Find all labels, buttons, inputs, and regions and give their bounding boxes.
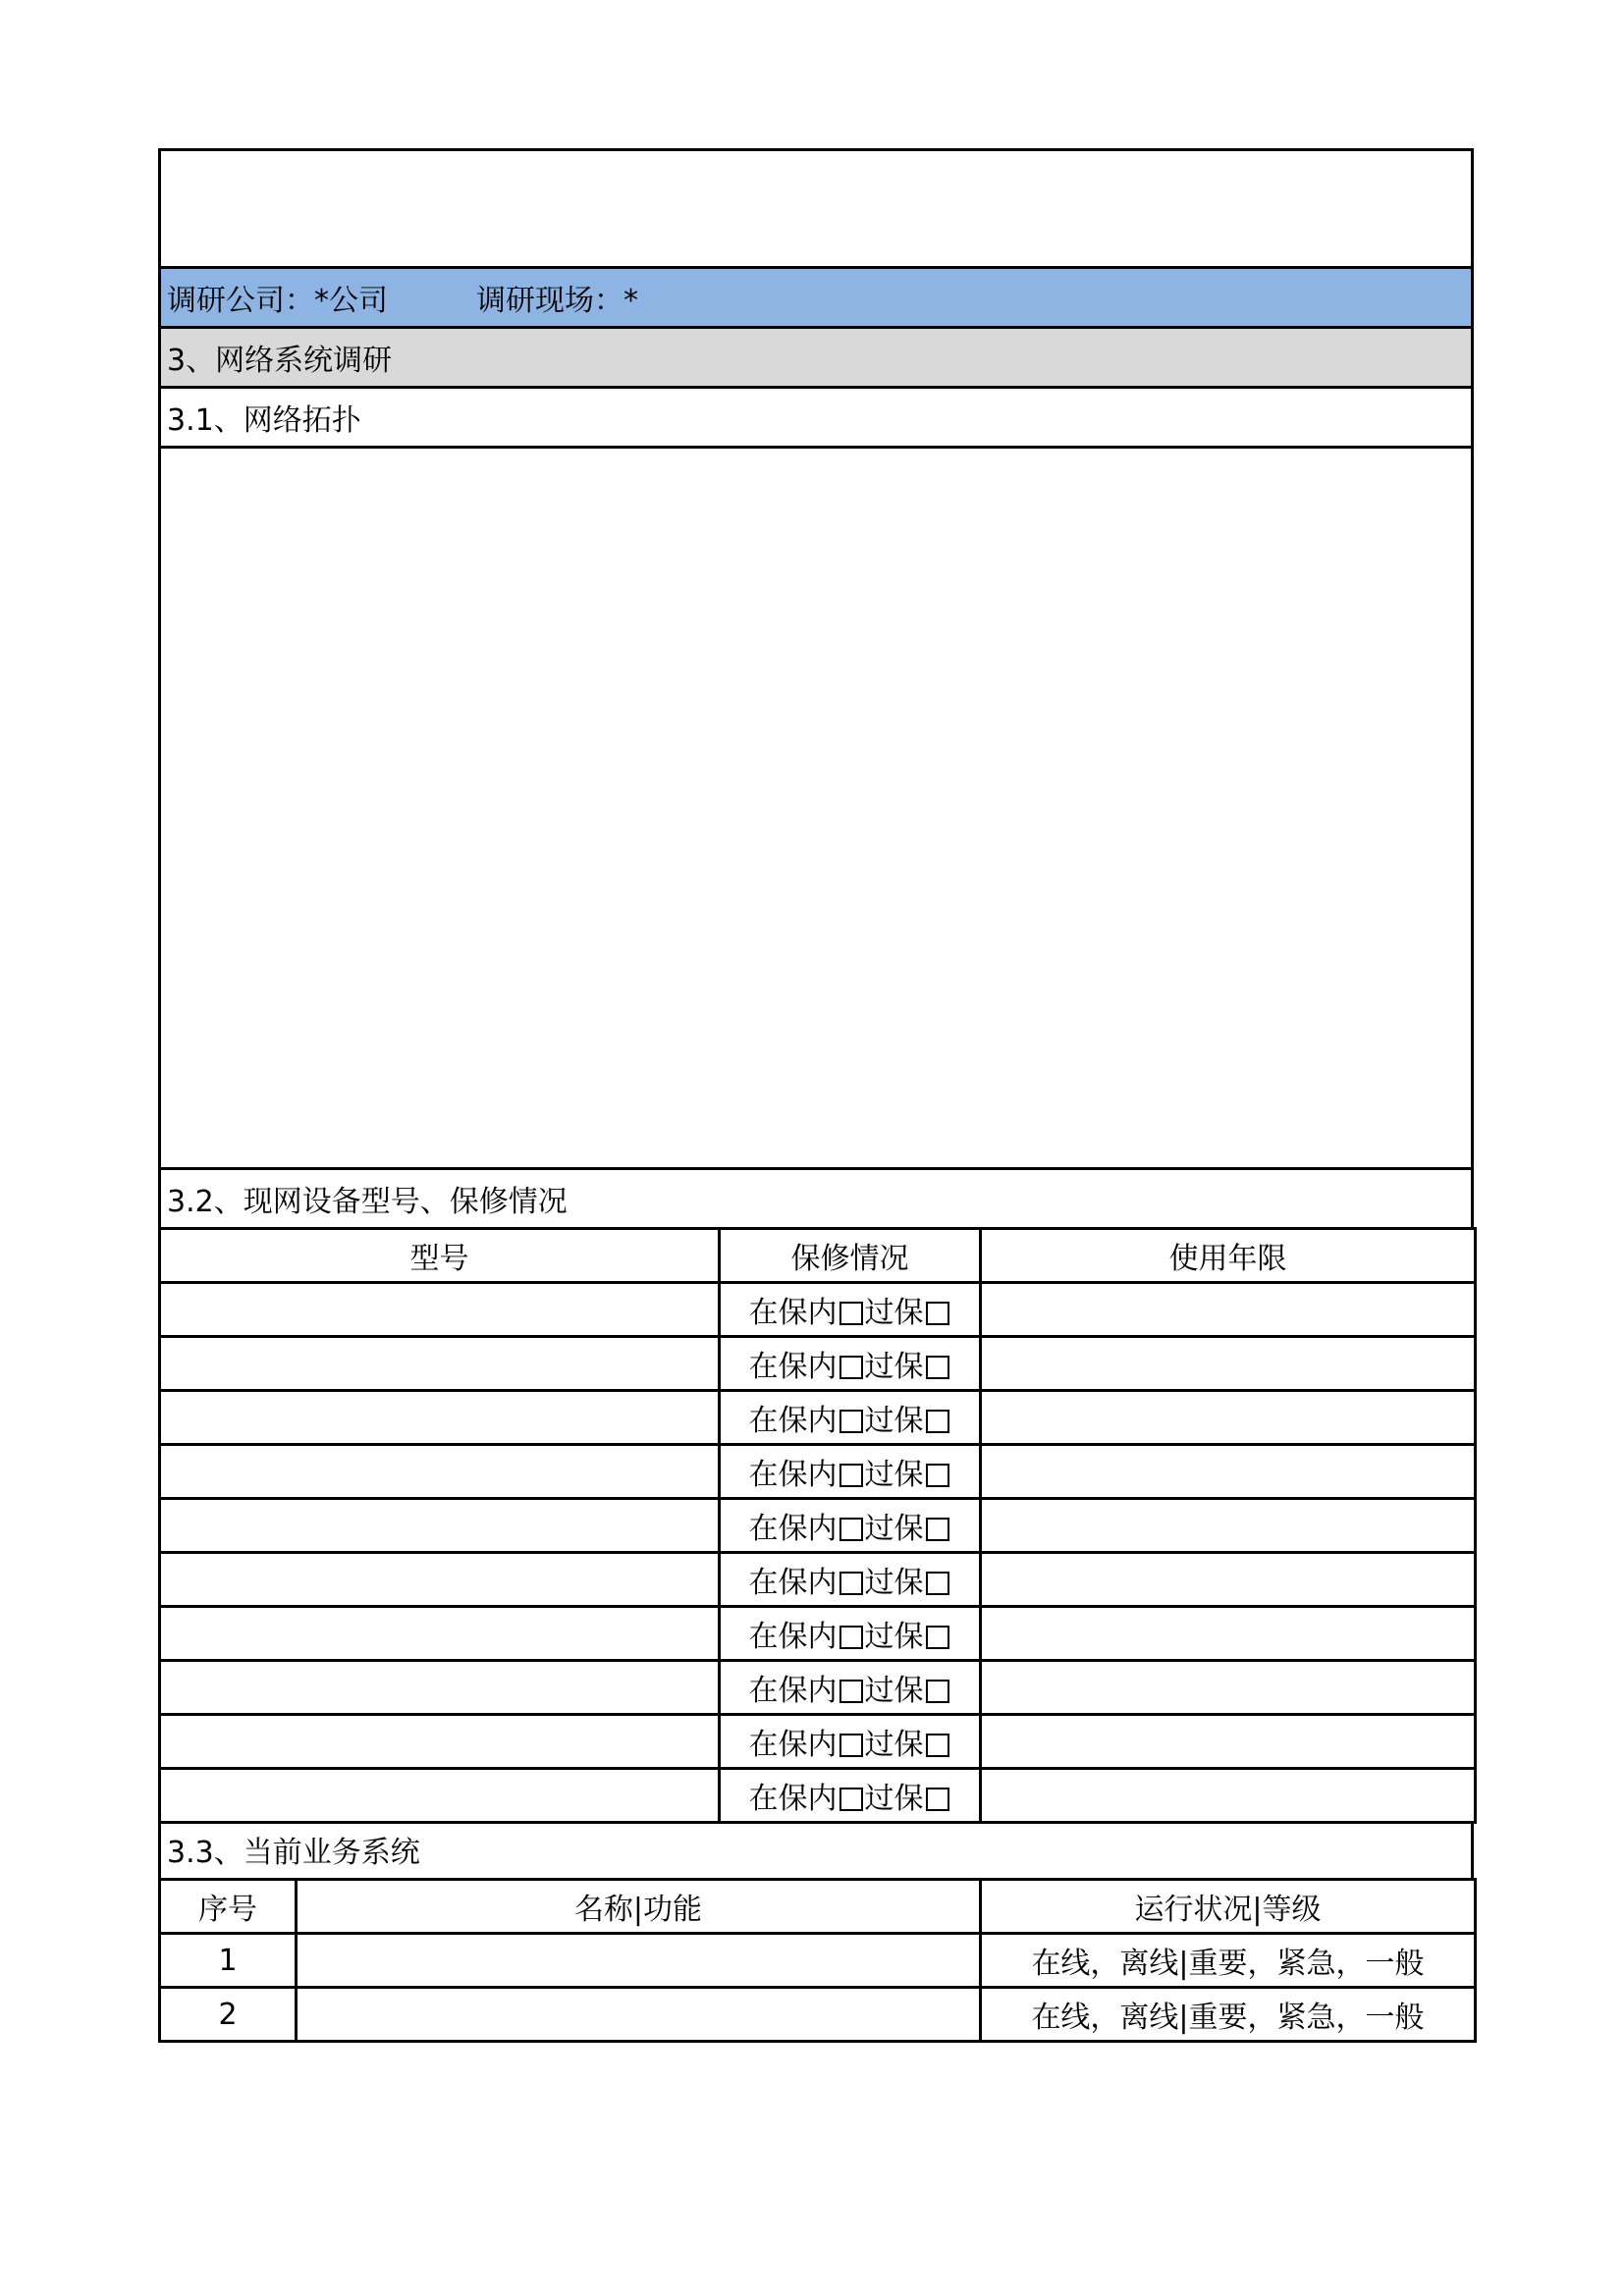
in-warranty-label: 在保内 bbox=[748, 1674, 838, 1708]
in-warranty-checkbox[interactable] bbox=[839, 1464, 863, 1487]
out-warranty-label: 过保 bbox=[864, 1620, 924, 1654]
subsection-topology-text: 3.1、网络拓扑 bbox=[167, 403, 361, 438]
out-warranty-checkbox[interactable] bbox=[926, 1518, 949, 1541]
device-years-cell[interactable] bbox=[981, 1553, 1476, 1607]
col-header-warranty: 保修情况 bbox=[720, 1229, 981, 1283]
device-table-header bbox=[160, 1229, 1476, 1283]
col-header-no: 序号 bbox=[160, 1880, 297, 1934]
out-warranty-label: 过保 bbox=[864, 1458, 924, 1492]
out-warranty-checkbox[interactable] bbox=[926, 1680, 949, 1703]
subsection-devices-title bbox=[158, 1170, 1474, 1230]
in-warranty-label: 在保内 bbox=[748, 1350, 838, 1384]
in-warranty-checkbox[interactable] bbox=[839, 1680, 863, 1703]
in-warranty-checkbox[interactable] bbox=[839, 1788, 863, 1811]
system-status-cell[interactable]: 在线，离线|重要，紧急，一般 bbox=[981, 1988, 1476, 2042]
device-years-cell[interactable] bbox=[981, 1661, 1476, 1715]
device-years-cell[interactable] bbox=[981, 1283, 1476, 1337]
in-warranty-checkbox[interactable] bbox=[839, 1518, 863, 1541]
in-warranty-checkbox[interactable] bbox=[839, 1356, 863, 1379]
header-bar bbox=[158, 269, 1474, 329]
in-warranty-checkbox[interactable] bbox=[839, 1410, 863, 1433]
in-warranty-label: 在保内 bbox=[748, 1404, 838, 1438]
device-model-cell[interactable] bbox=[160, 1553, 720, 1607]
system-no-cell: 1 bbox=[160, 1934, 297, 1988]
in-warranty-label: 在保内 bbox=[748, 1512, 838, 1546]
device-warranty-cell bbox=[720, 1445, 981, 1499]
device-row bbox=[160, 1337, 1476, 1391]
device-row bbox=[160, 1607, 1476, 1661]
device-years-cell[interactable] bbox=[981, 1769, 1476, 1823]
out-warranty-label: 过保 bbox=[864, 1350, 924, 1384]
section-title bbox=[158, 329, 1474, 389]
out-warranty-checkbox[interactable] bbox=[926, 1734, 949, 1757]
site-label: 调研现场：* bbox=[476, 284, 638, 318]
system-row bbox=[160, 1988, 1476, 2042]
out-warranty-checkbox[interactable] bbox=[926, 1788, 949, 1811]
in-warranty-label: 在保内 bbox=[748, 1728, 838, 1762]
out-warranty-label: 过保 bbox=[864, 1782, 924, 1816]
section-title-text: 3、网络系统调研 bbox=[167, 344, 393, 378]
device-warranty-cell bbox=[720, 1769, 981, 1823]
system-name-cell[interactable] bbox=[297, 1988, 981, 2042]
device-table bbox=[158, 1227, 1477, 1824]
device-model-cell[interactable] bbox=[160, 1715, 720, 1769]
out-warranty-label: 过保 bbox=[864, 1566, 924, 1600]
subsection-devices-text: 3.2、现网设备型号、保修情况 bbox=[167, 1185, 568, 1219]
device-warranty-cell bbox=[720, 1499, 981, 1553]
survey-form bbox=[158, 148, 1474, 2043]
device-warranty-cell bbox=[720, 1715, 981, 1769]
device-row bbox=[160, 1661, 1476, 1715]
out-warranty-label: 过保 bbox=[864, 1512, 924, 1546]
device-years-cell[interactable] bbox=[981, 1499, 1476, 1553]
out-warranty-label: 过保 bbox=[864, 1296, 924, 1330]
device-row bbox=[160, 1715, 1476, 1769]
device-row bbox=[160, 1553, 1476, 1607]
in-warranty-label: 在保内 bbox=[748, 1458, 838, 1492]
out-warranty-label: 过保 bbox=[864, 1404, 924, 1438]
col-header-years: 使用年限 bbox=[981, 1229, 1476, 1283]
in-warranty-label: 在保内 bbox=[748, 1296, 838, 1330]
device-years-cell[interactable] bbox=[981, 1337, 1476, 1391]
out-warranty-checkbox[interactable] bbox=[926, 1626, 949, 1649]
device-warranty-cell bbox=[720, 1553, 981, 1607]
subsection-systems-text: 3.3、当前业务系统 bbox=[167, 1836, 420, 1870]
device-model-cell[interactable] bbox=[160, 1499, 720, 1553]
device-model-cell[interactable] bbox=[160, 1769, 720, 1823]
device-model-cell[interactable] bbox=[160, 1337, 720, 1391]
out-warranty-checkbox[interactable] bbox=[926, 1464, 949, 1487]
in-warranty-checkbox[interactable] bbox=[839, 1626, 863, 1649]
in-warranty-label: 在保内 bbox=[748, 1782, 838, 1816]
in-warranty-checkbox[interactable] bbox=[839, 1302, 863, 1325]
device-warranty-cell bbox=[720, 1283, 981, 1337]
device-warranty-cell bbox=[720, 1391, 981, 1445]
in-warranty-checkbox[interactable] bbox=[839, 1572, 863, 1595]
in-warranty-label: 在保内 bbox=[748, 1620, 838, 1654]
out-warranty-checkbox[interactable] bbox=[926, 1410, 949, 1433]
device-warranty-cell bbox=[720, 1661, 981, 1715]
device-model-cell[interactable] bbox=[160, 1445, 720, 1499]
out-warranty-checkbox[interactable] bbox=[926, 1356, 949, 1379]
topology-area[interactable] bbox=[158, 449, 1474, 1170]
system-row bbox=[160, 1934, 1476, 1988]
system-name-cell[interactable] bbox=[297, 1934, 981, 1988]
device-years-cell[interactable] bbox=[981, 1445, 1476, 1499]
device-years-cell[interactable] bbox=[981, 1715, 1476, 1769]
col-header-model: 型号 bbox=[160, 1229, 720, 1283]
systems-table bbox=[158, 1878, 1477, 2043]
out-warranty-label: 过保 bbox=[864, 1674, 924, 1708]
system-status-cell[interactable]: 在线，离线|重要，紧急，一般 bbox=[981, 1934, 1476, 1988]
device-row bbox=[160, 1283, 1476, 1337]
subsection-systems-title bbox=[158, 1821, 1474, 1881]
device-row bbox=[160, 1445, 1476, 1499]
device-model-cell[interactable] bbox=[160, 1661, 720, 1715]
in-warranty-label: 在保内 bbox=[748, 1566, 838, 1600]
device-warranty-cell bbox=[720, 1607, 981, 1661]
device-row bbox=[160, 1499, 1476, 1553]
form-top-blank bbox=[158, 148, 1474, 269]
device-model-cell[interactable] bbox=[160, 1283, 720, 1337]
systems-table-header bbox=[160, 1880, 1476, 1934]
col-header-status: 运行状况|等级 bbox=[981, 1880, 1476, 1934]
company-label: 调研公司：*公司 bbox=[167, 284, 388, 318]
subsection-topology-title bbox=[158, 389, 1474, 449]
device-years-cell[interactable] bbox=[981, 1391, 1476, 1445]
in-warranty-checkbox[interactable] bbox=[839, 1734, 863, 1757]
device-warranty-cell bbox=[720, 1337, 981, 1391]
device-model-cell[interactable] bbox=[160, 1391, 720, 1445]
device-row bbox=[160, 1769, 1476, 1823]
out-warranty-checkbox[interactable] bbox=[926, 1572, 949, 1595]
out-warranty-label: 过保 bbox=[864, 1728, 924, 1762]
device-model-cell[interactable] bbox=[160, 1607, 720, 1661]
col-header-name: 名称|功能 bbox=[297, 1880, 981, 1934]
system-no-cell: 2 bbox=[160, 1988, 297, 2042]
device-years-cell[interactable] bbox=[981, 1607, 1476, 1661]
device-row bbox=[160, 1391, 1476, 1445]
out-warranty-checkbox[interactable] bbox=[926, 1302, 949, 1325]
